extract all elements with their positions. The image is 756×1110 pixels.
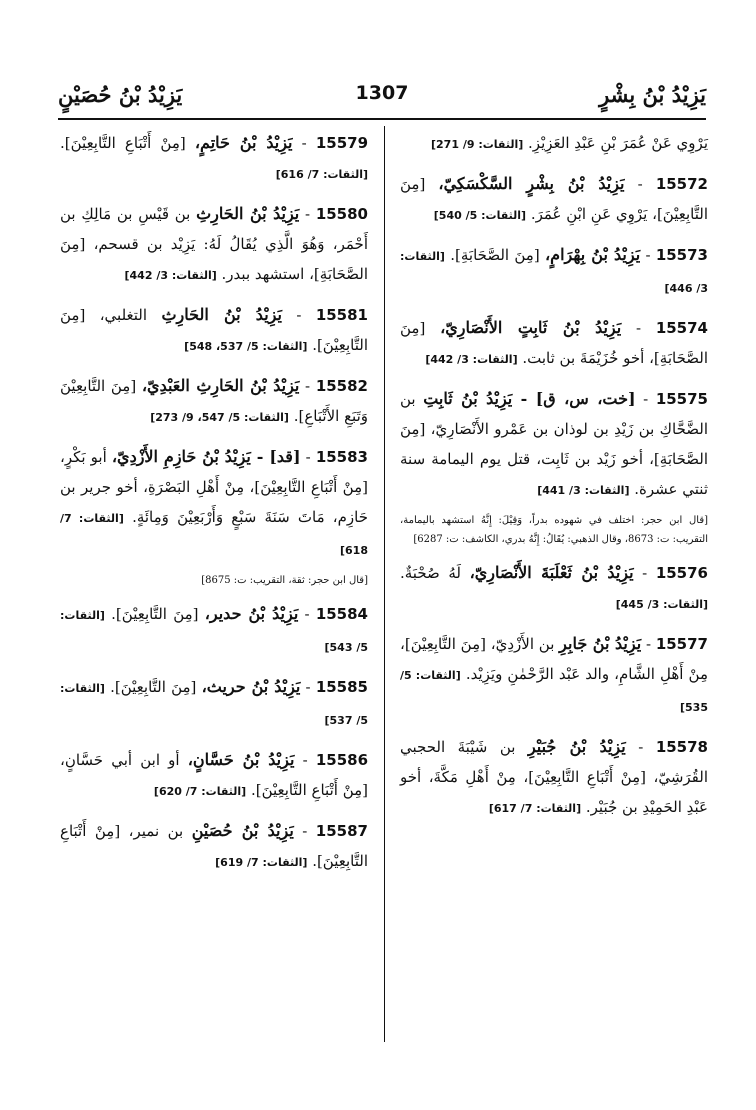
source-reference: [الثقات: 3/ 442] [124, 269, 217, 282]
entry-name: يَزِيْدُ بْنُ ثَعْلَبَةَ الأَنْصَارِيّ، [469, 563, 634, 582]
source-reference: [الثقات: 3/ 445] [615, 598, 708, 611]
entry-text: بن قَيْسِ بن مَالِكِ بن أَحْمَر، وَهُوَ الَّذِي يُقَالُ لَهُ: يَزِيْد بن قسحم، [مِنَ الصَّحَابَةِ]، استشهد ببدر. [60, 205, 368, 283]
footnote: [قال ابن حجر: ثقة، التقريب: ت: 8675] [201, 575, 368, 586]
entry-name: يَزِيْدُ بْنُ حدير، [204, 604, 299, 623]
entry-number: 15574 [655, 319, 708, 337]
source-reference: [الثقات: 7/ 618] [60, 512, 368, 557]
entry-number: 15581 [315, 306, 368, 324]
entry-number: 15577 [655, 635, 708, 653]
biography-entry: 15585 - يَزِيْدُ بْنُ حريث، [مِنَ التَّابِعِيْنَ]. [الثقات: 5/ 537] [60, 677, 368, 727]
biography-entry: 15582 - يَزِيْدُ بْنُ الحَارِثِ العَبْدِيّ، [مِنَ التَّابِعِيْنَ وَتَبَعِ الأَتْبَاعِ]. [الثقات: 5/ 547، 9/ 273] [60, 376, 368, 425]
biography-entry [400, 128, 708, 160]
entry-number: 15586 [315, 751, 369, 769]
biography-entry: 15586 - يَزِيْدُ بْنُ حَسَّانٍ، أو ابن أبي حَسَّانٍ، [مِنْ أَتْبَاعِ التَّابِعِيْنَ]. [الثقات: 7/ 620] [60, 750, 369, 799]
header-rule [58, 118, 706, 120]
entry-number: 15580 [315, 205, 368, 223]
entry-name: يَزِيْدُ بْنُ بِهْرَامٍ، [545, 245, 641, 264]
entry-text: بن الضَّحَّاكِ بن زَيْدِ بن لوذان بن عَمْرو الأَنْصَارِيّ، [مِنَ الصَّحَابَةِ]، أخو زَيْد بن ثَابِت، قتل يوم اليمامة سنة ثنتي عشرة. [400, 390, 708, 498]
entry-number: 15573 [655, 246, 708, 264]
entry-number: 15576 [655, 564, 708, 582]
entry-number: 15583 [315, 448, 368, 466]
entry-text: [مِنَ التَّابِعِيْنَ]. [110, 678, 197, 696]
entry-name: يَزِيْدُ بْنُ بِشْرٍ السَّكْسَكِيّ، [438, 174, 625, 193]
source-reference: [الثقات: 7/ 616] [275, 168, 368, 181]
entry-text: [مِنَ الصَّحَابَةِ]، أخو خُزَيْمَةَ بن ثابت. [400, 319, 708, 367]
source-reference: [الثقات: 5/ 540] [433, 209, 527, 222]
entry-text: [مِنَ التَّابِعِيْنَ وَتَبَعِ الأَتْبَاعِ]. [60, 377, 368, 425]
entry-text: [مِنْ أَتْبَاعِ التَّابِعِيْنَ]. [60, 134, 186, 152]
source-reference: [الثقات: 7/ 620] [153, 785, 247, 798]
biography-entry: 15583 - [قد] - يَزِيْدُ بْنُ حَازِمِ الأَزْدِيّ، أبو بَكْرٍ، [مِنْ أَتْبَاعِ التَّابِعِيْنَ]، مِنْ أَهْلِ البَصْرَةِ، أخو جرير بن حَازِم، مَاتَ سَنَةَ سَبْعٍ وَأَرْبَعِيْنَ وَمِائَةٍ. [الثقات: 7/ 618] [60, 447, 369, 557]
right-column [400, 128, 708, 833]
source-reference: [الثقات: 5/ 543] [60, 609, 368, 654]
entry-text: بن نمير، [مِنْ أَتْبَاعِ التَّابِعِيْنَ]. [60, 822, 368, 870]
entry-text: يَرْوِي عَنْ عُمَرَ بْنِ عَبْدِ العَزِيْزِ. [528, 134, 708, 152]
entry-text: أبو بَكْرٍ، [مِنْ أَتْبَاعِ التَّابِعِيْنَ]، مِنْ أَهْلِ البَصْرَةِ، أخو جرير بن حَازِم، مَاتَ سَنَةَ سَبْعٍ وَأَرْبَعِيْنَ وَمِائَةٍ. [60, 448, 369, 526]
entry-number: 15584 [315, 605, 368, 623]
footnote: [قال ابن حجر: اختلف في شهوده بدراً، وَقِيْلَ: إِنَّهُ استشهد باليمامة، التقريب: ت: 8673، وقال الذهبي: يُقَالُ: إِنَّهُ بدري، الكاشف: ت: 6287] [400, 515, 708, 545]
running-title-left: يَزِيْدُ بْنُ حُصَيْنٍ [58, 82, 183, 107]
page-header [58, 76, 706, 112]
biography-entry: 15579 - يَزِيْدُ بْنُ حَاتِمٍ، [مِنْ أَتْبَاعِ التَّابِعِيْنَ]. [الثقات: 7/ 616] [60, 133, 369, 181]
biography-entry: 15573 - يَزِيْدُ بْنُ بِهْرَامٍ، [مِنَ الصَّحَابَةِ]. [الثقات: 3/ 446] [400, 245, 708, 295]
source-reference: [الثقات: 3/ 441] [537, 484, 630, 497]
entry-name: يَزِيْدُ بْنُ حريث، [201, 677, 301, 696]
biography-entry: 15581 - يَزِيْدُ بْنُ الحَارِثِ التغلبي، [مِنَ التَّابِعِيْنَ]. [الثقات: 5/ 537، 548] [60, 305, 368, 354]
entry-text: [مِنَ التَّابِعِيْنَ]. [111, 605, 199, 623]
source-reference: [الثقات: 5/ 535] [400, 669, 708, 714]
biography-entry: 15575 - [خت، س، ق] - يَزِيْدُ بْنُ ثَابِتِ بن الضَّحَّاكِ بن زَيْدِ بن لوذان بن عَمْرو الأَنْصَارِيّ، [مِنَ الصَّحَابَةِ]، أخو زَيْد بن ثَابِت، قتل يوم اليمامة سنة ثنتي عشرة. [الثقات: 3/ 441] [400, 389, 708, 498]
biography-entry: 15584 - يَزِيْدُ بْنُ حدير، [مِنَ التَّابِعِيْنَ]. [الثقات: 5/ 543] [60, 604, 368, 654]
entry-text: [مِنَ التَّابِعِيْنَ]، يَرْوِي عَنِ ابْنِ عُمَرَ. [400, 175, 708, 223]
entry-text: أو ابن أبي حَسَّانٍ، [مِنْ أَتْبَاعِ التَّابِعِيْنَ]. [60, 751, 368, 799]
entry-number: 15578 [655, 738, 708, 756]
left-column [60, 128, 368, 887]
entry-text: [مِنَ الصَّحَابَةِ]. [450, 246, 540, 264]
entry-text: لَهُ صُحْبَةٌ. [400, 564, 461, 582]
source-reference: [الثقات: 3/ 442] [425, 353, 518, 366]
column-divider [384, 126, 385, 1042]
running-title-right: يَزِيْدُ بْنُ بِشْرٍ [599, 82, 706, 107]
biography-entry: 15577 - يَزِيْدُ بْنُ جَابِرِ بن الأَزْدِيّ، [مِنَ التَّابِعِيْنَ]، مِنْ أَهْلِ الشَّامِ، والد عَبْد الرَّحْمٰنِ ويَزِيْد. [الثقات: 5/ 535] [400, 634, 708, 714]
entry-name: [قد] - يَزِيْدُ بْنُ حَازِمِ الأَزْدِيّ، [111, 447, 301, 466]
biography-entry: 15574 - يَزِيْدُ بْنُ ثَابِتٍ الأَنْصَارِيّ، [مِنَ الصَّحَابَةِ]، أخو خُزَيْمَةَ بن ثابت. [الثقات: 3/ 442] [400, 318, 708, 367]
entry-number: 15587 [315, 822, 368, 840]
entry-text: بن الأَزْدِيّ، [مِنَ التَّابِعِيْنَ]، مِنْ أَهْلِ الشَّامِ، والد عَبْد الرَّحْمٰنِ ويَزِيْد. [400, 635, 708, 683]
entry-name: يَزِيْدُ بْنُ ثَابِتٍ الأَنْصَارِيّ، [440, 318, 622, 337]
page-number: 1307 [355, 82, 409, 104]
biography-entry: 15578 - يَزِيْدُ بْنُ جُبَيْرِ بن شَيْبَةَ الحجبي القُرَشِيّ، [مِنْ أَتْبَاعِ التَّابِعِيْنَ]، مِنْ أَهْلِ مَكَّةَ، أخو عَبْدِ الحَمِيْدِ بن جُبَيْر. [الثقات: 7/ 617] [400, 737, 708, 816]
entry-number: 15582 [315, 377, 368, 395]
source-reference: [الثقات: 5/ 537، 548] [184, 340, 308, 353]
entry-number: 15585 [315, 678, 368, 696]
entry-name: يَزِيْدُ بْنُ حُصَيْنِ [191, 821, 294, 840]
entry-name: [خت، س، ق] - يَزِيْدُ بْنُ ثَابِتِ [423, 389, 636, 408]
entry-name: يَزِيْدُ بْنُ جُبَيْرِ [527, 737, 626, 756]
entry-number: 15572 [655, 175, 708, 193]
entry-name: يَزِيْدُ بْنُ الحَارِثِ العَبْدِيّ، [141, 376, 300, 395]
source-reference: [الثقات: 5/ 537] [60, 682, 368, 727]
biography-entry: 15576 - يَزِيْدُ بْنُ ثَعْلَبَةَ الأَنْصَارِيّ، لَهُ صُحْبَةٌ. [الثقات: 3/ 445] [400, 563, 708, 611]
source-reference: [الثقات: 9/ 271] [430, 138, 524, 151]
entry-name: يَزِيْدُ بْنُ الحَارِثِ [196, 204, 300, 223]
source-reference: [الثقات: 3/ 446] [400, 250, 708, 295]
biography-entry: 15572 - يَزِيْدُ بْنُ بِشْرٍ السَّكْسَكِيّ، [مِنَ التَّابِعِيْنَ]، يَرْوِي عَنِ ابْنِ عُمَرَ. [الثقات: 5/ 540] [400, 174, 708, 223]
entry-name: يَزِيْدُ بْنُ جَابِرِ [559, 634, 642, 653]
biography-entry: 15580 - يَزِيْدُ بْنُ الحَارِثِ بن قَيْسِ بن مَالِكِ بن أَحْمَر، وَهُوَ الَّذِي يُقَالُ لَهُ: يَزِيْد بن قسحم، [مِنَ الصَّحَابَةِ]، استشهد ببدر. [الثقات: 3/ 442] [60, 204, 368, 283]
entry-name: يَزِيْدُ بْنُ الحَارِثِ [161, 305, 282, 324]
source-reference: [الثقات: 7/ 617] [488, 802, 582, 815]
entry-text: بن شَيْبَةَ الحجبي القُرَشِيّ، [مِنْ أَتْبَاعِ التَّابِعِيْنَ]، مِنْ أَهْلِ مَكَّةَ، أخو عَبْدِ الحَمِيْدِ بن جُبَيْر. [400, 738, 708, 816]
entry-number: 15575 [655, 390, 708, 408]
entry-name: يَزِيْدُ بْنُ حَاتِمٍ، [194, 133, 293, 152]
entry-number: 15579 [315, 134, 369, 152]
entry-name: يَزِيْدُ بْنُ حَسَّانٍ، [187, 750, 295, 769]
biography-entry: 15587 - يَزِيْدُ بْنُ حُصَيْنِ بن نمير، [مِنْ أَتْبَاعِ التَّابِعِيْنَ]. [الثقات: 7/ 619] [60, 821, 368, 870]
source-reference: [الثقات: 5/ 547، 9/ 273] [150, 411, 289, 424]
entry-text: التغلبي، [مِنَ التَّابِعِيْنَ]. [60, 306, 368, 354]
source-reference: [الثقات: 7/ 619] [215, 856, 308, 869]
